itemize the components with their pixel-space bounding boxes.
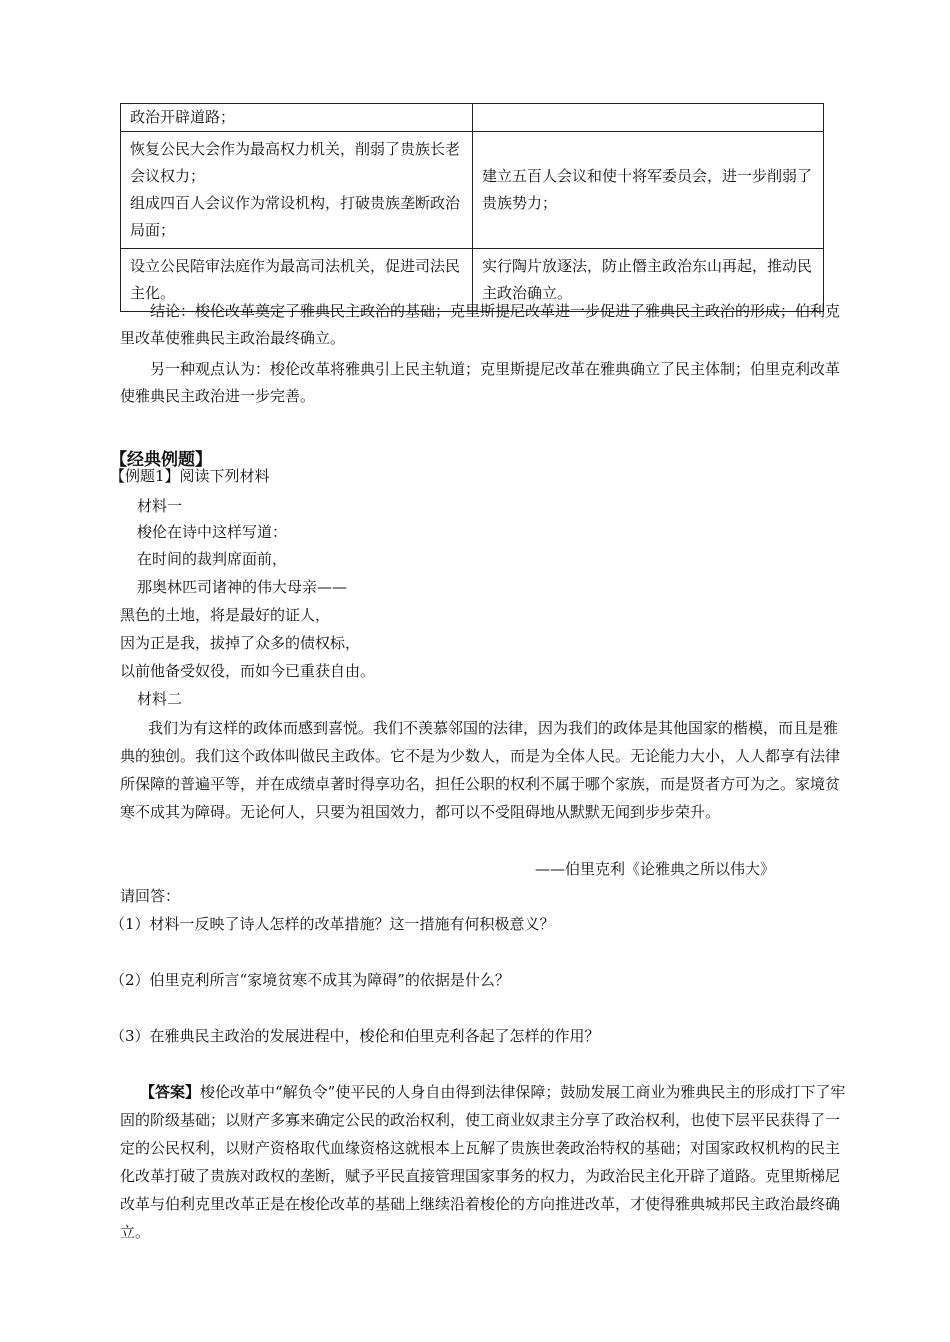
answer-label: 【答案】 <box>140 1083 201 1101</box>
table-cell: 实行陶片放逐法，防止僭主政治东山再起，推动民主政治确立。 <box>473 249 824 312</box>
poem-line: 在时间的裁判席面前， <box>137 550 288 568</box>
question-1: （1）材料一反映了诗人怎样的改革措施？这一措施有何积极意义？ <box>110 915 555 933</box>
table-cell: 建立五百人会议和使十将军委员会，进一步削弱了贵族势力； <box>473 132 824 249</box>
table-row <box>121 104 824 132</box>
material-two-label: 材料二 <box>137 690 183 708</box>
reform-comparison-table <box>120 103 824 312</box>
answer-text: 梭伦改革中“解负令”使平民的人身自由得到法律保障；鼓励发展工商业为雅典民主的形成打下了牢固的阶级基础；以财产多寡来确定公民的政治权利，使工商业奴隶主分享了政治权利，也使下层平民获得了一定的公民权利，以财产资格取代血缘资格这就根本上瓦解了贵族世袭政治特权的基础；对国家政权机构的民主化改革打破了贵族对政权的垄断，赋予平民直接管理国家事务的权力，为政治民主化开辟了道路。克里斯梯尼改革与伯利克里改革正是在梭伦改革的基础上继续沿着梭伦的方向推进改革，才使得雅典城邦民主政治最终确立。 <box>120 1083 846 1241</box>
question-3: （3）在雅典民主政治的发展进程中，梭伦和伯里克利各起了怎样的作用？ <box>110 1027 600 1045</box>
alternative-view-paragraph: 另一种观点认为：梭伦改革将雅典引上民主轨道；克里斯提尼改革在雅典确立了民主体制；伯里克利改革使雅典民主政治进一步完善。 <box>120 360 841 405</box>
material-one-label: 材料一 <box>137 497 183 515</box>
poem-line: 黑色的土地，将是最好的证人， <box>120 606 331 624</box>
poem-line: 那奥林匹司诸神的伟大母亲—— <box>137 578 348 596</box>
answer-paragraph <box>120 1078 850 1246</box>
material-two-text: 我们为有这样的政体而感到喜悦。我们不羡慕邻国的法律，因为我们的政体是其他国家的楷模，而且是雅典的独创。我们这个政体叫做民主政体。它不是为少数人，而是为全体人民。无论能力大小，人人都享有法律所保障的普遍平等，并在成绩卓著时得享功名，担任公职的权利不属于哪个家族，而是贤者方可为之。家境贫寒不成其为障碍。无论何人，只要为祖国效力，都可以不受阻碍地从默默无闻到步步荣升。 <box>120 719 841 821</box>
conclusion-paragraph: 结论：梭伦改革奠定了雅典民主政治的基础；克里斯提尼改革进一步促进了雅典民主政治的形成；伯利克里改革使雅典民主政治最终确立。 <box>120 302 841 347</box>
table-row <box>121 132 824 249</box>
material-two-source: ——伯里克利《论雅典之所以伟大》 <box>535 860 776 878</box>
example-title: 【例题1】阅读下列材料 <box>110 467 270 485</box>
poem-line: 因为正是我，拔掉了众多的债权标， <box>120 634 361 652</box>
table-cell: 政治开辟道路； <box>121 104 473 132</box>
question-2: （2）伯里克利所言“家境贫寒不成其为障碍”的依据是什么？ <box>110 971 510 989</box>
table-cell <box>473 104 824 132</box>
poem-line: 梭伦在诗中这样写道： <box>137 523 288 541</box>
please-answer-label: 请回答： <box>120 887 181 905</box>
section-heading: 【经典例题】 <box>110 450 212 470</box>
table-cell: 设立公民陪审法庭作为最高司法机关，促进司法民主化。 <box>121 249 473 312</box>
table-cell: 恢复公民大会作为最高权力机关，削弱了贵族长老会议权力； 组成四百人会议作为常设机构，打破贵族垄断政治局面； <box>121 132 473 249</box>
poem-line: 以前他备受奴役，而如今已重获自由。 <box>120 662 376 680</box>
